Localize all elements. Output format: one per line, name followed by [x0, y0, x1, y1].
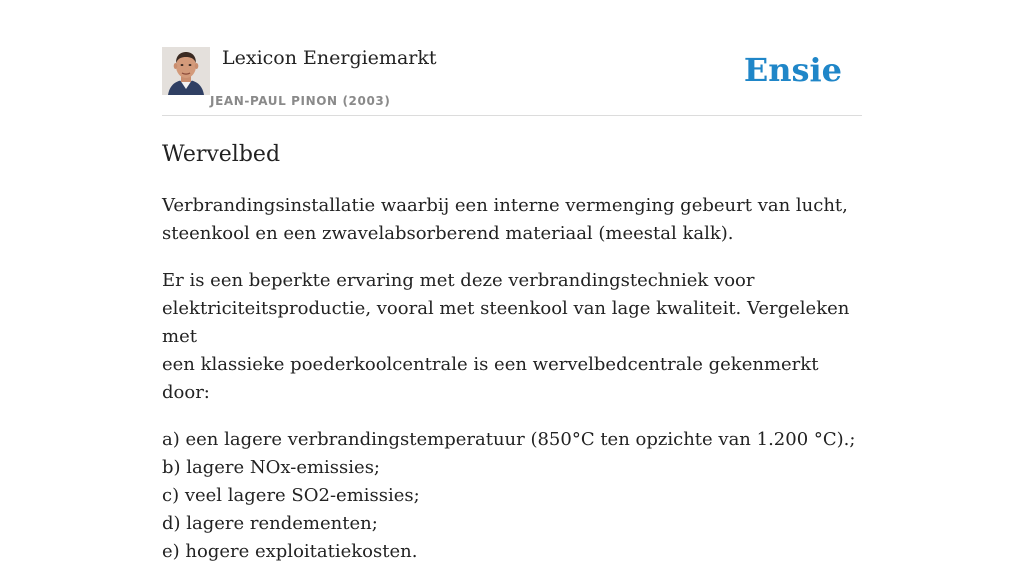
list-item: e) hogere exploitatiekosten.	[162, 541, 418, 562]
author-name[interactable]: JEAN-PAUL PINON (2003)	[210, 94, 391, 108]
paragraph-context: Er is een beperkte ervaring met deze verbrandingstechniek voor elektriciteitsproductie, vooral met steenkool van lage kwaliteit. Vergeleken met een klassieke poederkoolcentrale is een wervelbedcentrale gekenmerkt door:	[162, 270, 850, 403]
author-avatar[interactable]	[162, 47, 210, 95]
entry-title: Wervelbed	[162, 142, 281, 167]
brand-logo[interactable]: Ensie	[743, 51, 842, 89]
list-item: a) een lagere verbrandingstemperatuur (850°C ten opzichte van 1.200 °C).;	[162, 429, 856, 450]
list-item: d) lagere rendementen;	[162, 513, 378, 534]
characteristics-list	[162, 426, 862, 566]
list-item: b) lagere NOx-emissies;	[162, 457, 380, 478]
avatar-portrait-icon	[162, 47, 210, 95]
header	[162, 0, 862, 116]
list-item: c) veel lagere SO2-emissies;	[162, 485, 420, 506]
entry-body	[162, 192, 862, 566]
paragraph-definition: Verbrandingsinstallatie waarbij een interne vermenging gebeurt van lucht, steenkool en een zwavelabsorberend materiaal (meestal kalk).	[162, 195, 848, 244]
page	[162, 0, 862, 562]
book-title[interactable]: Lexicon Energiemarkt	[222, 47, 437, 69]
